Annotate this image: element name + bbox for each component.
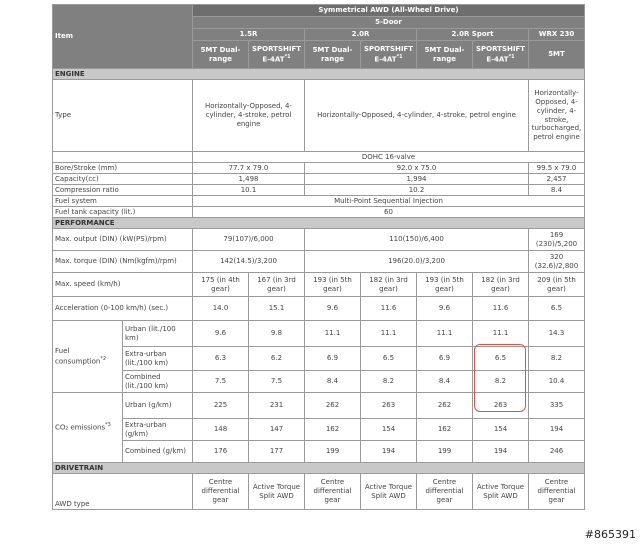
value-cell: Multi-Point Sequential Injection [193, 196, 585, 207]
value-cell: 1,498 [193, 174, 305, 185]
value-cell: 10.1 [193, 185, 305, 196]
value-cell: 263 [473, 393, 529, 419]
engine-2-0r-sport-header: 2.0R Sport [417, 29, 529, 41]
row-label: Fuel system [53, 196, 193, 207]
value-cell: 169 (230)/5,200 [529, 229, 585, 251]
engine-1-5r-header: 1.5R [193, 29, 305, 41]
value-cell: 10.4 [529, 371, 585, 393]
value-cell: 199 [417, 441, 473, 463]
value-cell: 6.9 [417, 347, 473, 371]
value-cell: 8.2 [529, 347, 585, 371]
value-cell: Centre differential gear [193, 474, 249, 510]
value-cell: 142(14.5)/3,200 [193, 251, 305, 273]
value-cell: Centre differential gear [305, 474, 361, 510]
value-cell: 11.6 [361, 297, 417, 321]
row-label: Max. speed (km/h) [53, 273, 193, 297]
value-cell: 6.3 [193, 347, 249, 371]
value-cell: 6.5 [529, 297, 585, 321]
engine-2-0r-header: 2.0R [305, 29, 417, 41]
engine-type-cell: Horizontally-Opposed, 4-cylinder, 4-stroke, petrol engine [193, 80, 305, 152]
section-engine: ENGINE [53, 69, 585, 80]
value-cell: Active Torque Split AWD [361, 474, 417, 510]
value-cell: 99.5 x 79.0 [529, 163, 585, 174]
value-cell: 8.4 [529, 185, 585, 196]
value-cell: Active Torque Split AWD [473, 474, 529, 510]
highlight-box [474, 344, 526, 412]
trans-header: SPORTSHIFT E-4AT$^{*1}$ [249, 41, 305, 69]
value-cell: 6.2 [249, 347, 305, 371]
value-cell: 263 [361, 393, 417, 419]
value-cell: 182 (in 3rd gear) [361, 273, 417, 297]
value-cell: 162 [417, 419, 473, 441]
trans-header: SPORTSHIFT E-4AT$^{*1}$ [473, 41, 529, 69]
value-cell: 1,994 [305, 174, 529, 185]
value-cell: 2,457 [529, 174, 585, 185]
watermark: #865391 [584, 528, 636, 541]
value-cell: 194 [361, 441, 417, 463]
row-label: Compression ratio [53, 185, 193, 196]
value-cell: 7.5 [249, 371, 305, 393]
engine-type-cell: Horizontally-Opposed, 4-cylinder, 4-stroke, petrol engine [305, 80, 529, 152]
value-cell: 175 (in 4th gear) [193, 273, 249, 297]
trans-header: 5MT Dual-range [193, 41, 249, 69]
row-sublabel: Urban (lit./100 km) [123, 321, 193, 347]
row-label: Acceleration (0-100 km/h) (sec.) [53, 297, 193, 321]
value-cell: 79(107)/6,000 [193, 229, 305, 251]
row-label: AWD type [53, 474, 193, 510]
value-cell: 6.9 [305, 347, 361, 371]
value-cell: Centre differential gear [417, 474, 473, 510]
value-cell: 148 [193, 419, 249, 441]
section-drivetrain: DRIVETRAIN [53, 463, 585, 474]
value-cell: 8.4 [417, 371, 473, 393]
row-label: Bore/Stroke (mm) [53, 163, 193, 174]
trans-header: SPORTSHIFT E-4AT$^{*1}$ [361, 41, 417, 69]
value-cell: 9.6 [193, 321, 249, 347]
value-cell: Active Torque Split AWD [249, 474, 305, 510]
value-cell: 10.2 [305, 185, 529, 196]
body-header: 5-Door [193, 17, 585, 29]
value-cell: 8.4 [305, 371, 361, 393]
value-cell: 335 [529, 393, 585, 419]
value-cell: 11.1 [417, 321, 473, 347]
value-cell: 6.5 [473, 347, 529, 371]
value-cell: 194 [473, 441, 529, 463]
value-cell: 9.6 [305, 297, 361, 321]
value-cell: 14.0 [193, 297, 249, 321]
value-cell: 11.1 [361, 321, 417, 347]
valve-cell: DOHC 16-valve [193, 152, 585, 163]
value-cell: 11.1 [473, 321, 529, 347]
co2-emissions-label: CO₂ emissions$^{*3}$ [53, 393, 123, 463]
item-header: Item [53, 5, 193, 69]
value-cell: 9.8 [249, 321, 305, 347]
value-cell: 60 [193, 207, 585, 218]
value-cell: 262 [305, 393, 361, 419]
value-cell: 182 (in 3rd gear) [473, 273, 529, 297]
value-cell: 225 [193, 393, 249, 419]
value-cell: 194 [529, 419, 585, 441]
value-cell: 177 [249, 441, 305, 463]
row-label: Max. torque (DIN) (Nm(kgfm)/rpm) [53, 251, 193, 273]
value-cell: 246 [529, 441, 585, 463]
value-cell: 15.1 [249, 297, 305, 321]
value-cell: 231 [249, 393, 305, 419]
value-cell: 6.5 [361, 347, 417, 371]
value-cell: 193 (in 5th gear) [305, 273, 361, 297]
value-cell: 8.2 [473, 371, 529, 393]
value-cell: 8.2 [361, 371, 417, 393]
value-cell: 7.5 [193, 371, 249, 393]
engine-wrx-header: WRX 230 [529, 29, 585, 41]
row-sublabel: Urban (g/km) [123, 393, 193, 419]
value-cell: 176 [193, 441, 249, 463]
value-cell: 162 [305, 419, 361, 441]
row-sublabel: Extra-urban (g/km) [123, 419, 193, 441]
value-cell: 209 (in 5th gear) [529, 273, 585, 297]
row-label: Capacity(cc) [53, 174, 193, 185]
row-sublabel: Extra-urban (lit./100 km) [123, 347, 193, 371]
trans-header: 5MT Dual-range [417, 41, 473, 69]
value-cell: 154 [473, 419, 529, 441]
value-cell: 199 [305, 441, 361, 463]
row-label: Max. output (DIN) (kW(PS)/rpm) [53, 229, 193, 251]
row-label-empty [53, 152, 193, 163]
value-cell: 9.6 [417, 297, 473, 321]
row-label: Type [53, 80, 193, 152]
value-cell: 193 (in 5th gear) [417, 273, 473, 297]
row-sublabel: Combined (lit./100 km) [123, 371, 193, 393]
spec-table [52, 4, 585, 510]
value-cell: 147 [249, 419, 305, 441]
section-performance: PERFORMANCE [53, 218, 585, 229]
engine-type-cell: Horizontally-Opposed, 4-cylinder, 4-stroke, turbocharged, petrol engine [529, 80, 585, 152]
drive-header: Symmetrical AWD (All-Wheel Drive) [193, 5, 585, 17]
fuel-consumption-label: Fuel consumption$^{*2}$ [53, 321, 123, 393]
value-cell: Centre differential gear [529, 474, 585, 510]
value-cell: 196(20.0)/3,200 [305, 251, 529, 273]
row-label: Fuel tank capacity (lit.) [53, 207, 193, 218]
value-cell: 92.0 x 75.0 [305, 163, 529, 174]
value-cell: 320 (32.6)/2,800 [529, 251, 585, 273]
value-cell: 11.6 [473, 297, 529, 321]
value-cell: 11.1 [305, 321, 361, 347]
trans-header: 5MT [529, 41, 585, 69]
value-cell: 262 [417, 393, 473, 419]
value-cell: 154 [361, 419, 417, 441]
value-cell: 110(150)/6,400 [305, 229, 529, 251]
value-cell: 77.7 x 79.0 [193, 163, 305, 174]
value-cell: 167 (in 3rd gear) [249, 273, 305, 297]
row-sublabel: Combined (g/km) [123, 441, 193, 463]
trans-header: 5MT Dual-range [305, 41, 361, 69]
value-cell: 14.3 [529, 321, 585, 347]
